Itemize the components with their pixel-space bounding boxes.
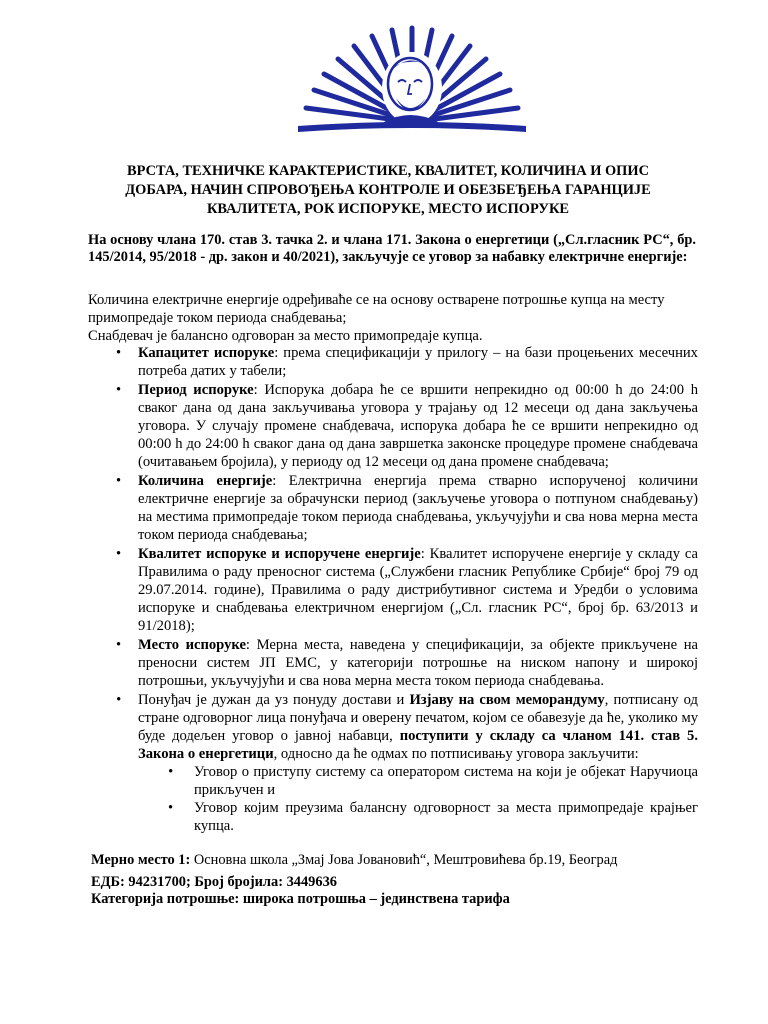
- bullet-icon: •: [116, 382, 122, 398]
- list-item: [116, 636, 698, 690]
- sub-list-item: [168, 799, 698, 835]
- category-line: Категорија потрошње: широка потрошња – јединствена тарифа: [91, 891, 510, 907]
- list-item: [116, 381, 698, 471]
- bullet-icon: •: [168, 800, 174, 816]
- metering-point: [91, 852, 691, 869]
- intro-paragraph: На основу члана 170. став 3. тачка 2. и члана 171. Закона о енергетици („Сл.гласник РС“, бр. 145/2014, 95/2018 - др. закон и 40/2021), закључује се уговор за набавку електричне енергије:: [88, 232, 696, 265]
- edb-line: ЕДБ: 94231700; Број бројила: 3449636: [91, 874, 337, 890]
- bullet-icon: •: [116, 637, 122, 653]
- list-item: [116, 691, 698, 835]
- item-text: : Електрична енергија према стварно испорученој количини електричне енергије за обрачунски период (закључење уговора о потпуном снабдевању) на местима примопредаје током периода снабдевања, укључујући и сва нова мерна места током периода снабдевања;: [138, 473, 698, 543]
- item-text: , односно да ће одмах по потписивању уговора закључити:: [273, 746, 639, 762]
- title-line: ВРСТА, ТЕХНИЧКЕ КАРАКТЕРИСТИКЕ, КВАЛИТЕТ, КОЛИЧИНА И ОПИС: [127, 163, 649, 179]
- item-bold: поступити у складу са чланом 141. став 5. Закона о енергетици: [138, 728, 698, 762]
- sub-list: [138, 763, 698, 835]
- item-text: Понуђач је дужан да уз понуду достави и: [138, 692, 410, 708]
- conditions-list: [116, 344, 698, 836]
- item-label: Квалитет испоруке и испоручене енергије: [138, 546, 421, 562]
- list-item: [116, 344, 698, 380]
- list-item: [116, 545, 698, 635]
- bullet-icon: •: [116, 345, 122, 361]
- metering-value: Основна школа „Змај Јова Јовановић“, Мештровићева бр.19, Београд: [190, 852, 618, 868]
- item-text: Уговор о приступу систему са оператором система на који је објекат Наручиоца прикључен и: [194, 764, 698, 798]
- item-label: Капацитет испоруке: [138, 345, 275, 361]
- item-label: Место испоруке: [138, 637, 246, 653]
- metering-label: Мерно место 1:: [91, 852, 191, 868]
- page-title: [88, 162, 688, 219]
- item-text: Уговор којим преузима балансну одговорност за места примопредаје крајњег купца.: [194, 800, 698, 834]
- item-bold: Изјаву на свом меморандуму: [409, 692, 605, 708]
- bullet-icon: •: [168, 764, 174, 780]
- item-text: : Мерна места, наведена у спецификацији, за објекте прикључене на преносни систем ЈП ЕМС, у категорији потрошње на ниском напону и широкој потрошњи, укључујући и сва нова мерна места током периода снабдевања.: [138, 637, 698, 689]
- item-text: : према спецификацији у прилогу – на бази процењених месечних потреба датих у табели;: [138, 345, 698, 379]
- item-text: : Квалитет испоручене енергије у складу са Правилима о раду преносног система („Службени гласник Републике Србије“ број 79 од 29.07.2014. године), Правилима о раду дистрибутивног система и Уредби о условима испоруке и снабдевања електричном енергијом („Сл. гласник РС“, број бр. 63/2013 и 91/2018);: [138, 546, 698, 634]
- balance-paragraph: Снабдевач је балансно одговоран за место примопредаје купца.: [88, 328, 483, 344]
- bullet-icon: •: [116, 546, 122, 562]
- bullet-icon: •: [116, 692, 122, 708]
- title-line: ДОБАРА, НАЧИН СПРОВОЂЕЊА КОНТРОЛЕ И ОБЕЗБЕЂЕЊА ГАРАНЦИЈЕ: [125, 182, 651, 198]
- quantity-paragraph: Количина електричне енергије одређиваће се на основу остварене потрошње купца на месту примопредаје током периода снабдевања;: [88, 292, 665, 326]
- sub-list-item: [168, 763, 698, 799]
- list-item: [116, 472, 698, 544]
- seal-logo: [298, 22, 526, 146]
- bullet-icon: •: [116, 473, 122, 489]
- item-text: , потписану од стране одговорног лица понуђача и оверену печатом, којом се обавезује да ће, уколико му буде додељен уговор о јавној набавци,: [138, 692, 698, 744]
- item-label: Количина енергије: [138, 473, 273, 489]
- item-text: : Испорука добара ће се вршити непрекидно од 00:00 h до 24:00 h сваког дана од дана закључивања уговора у трајању од 12 месеци од дана закључења уговора. У случају промене снабдевача, испорука добара ће се вршити непрекидно од 00:00 h до 24:00 h сваког дана од дана завршетка законске процедуре промене снабдевача (очитавањем бројила), у периоду од 12 месеци од дана промене снабдевача;: [138, 382, 698, 470]
- item-label: Период испоруке: [138, 382, 254, 398]
- title-line: КВАЛИТЕТА, РОК ИСПОРУКЕ, МЕСТО ИСПОРУКЕ: [207, 201, 569, 217]
